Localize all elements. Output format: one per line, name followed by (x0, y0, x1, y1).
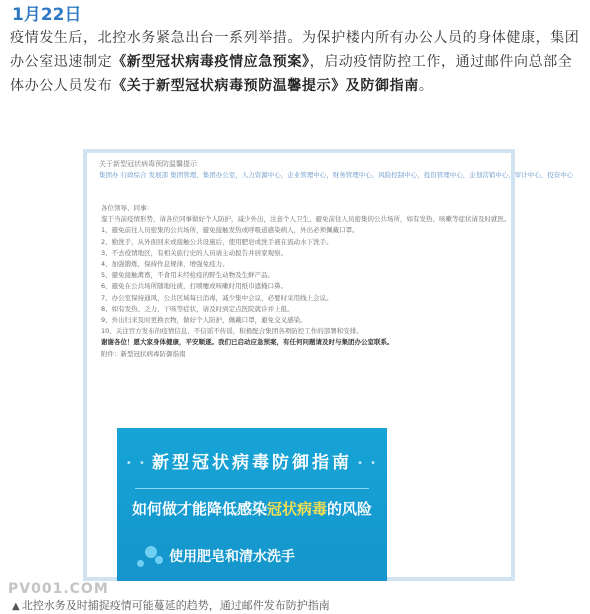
soap-bubble-icon (137, 560, 144, 567)
email-line: 9、外出归来及时更换衣物，做好个人防护，佩戴口罩，避免交叉感染。 (101, 316, 307, 325)
email-line: 7、办公室保持通风，公共区域每日消毒，减少集中会议，必要时采用线上会议。 (101, 293, 333, 302)
email-line: 8、如有发热、乏力、干咳等症状，请及时到定点医院就诊并上报。 (101, 304, 294, 313)
image-caption (12, 597, 330, 613)
poster-divider (135, 488, 369, 489)
email-greeting: 各位领导、同事： (101, 204, 153, 212)
email-screenshot (83, 149, 574, 581)
poster-subtitle-post: 的风险 (327, 500, 373, 518)
email-recipients: 集团办 行政综合 发展部 集团管理，集团办公室，人力资源中心，企业管理中心，财务管理中心，风险控制中心，投资管理中心，企划营销中心，审计中心，投资中心 (99, 171, 574, 179)
date-heading: 1月22日 (12, 5, 82, 25)
email-line: 10、关注官方发布的疫情信息，不信谣不传谣，积极配合集团各项防控工作的部署和安排。 (101, 327, 363, 336)
poster-dots-icon: • • (357, 458, 379, 469)
soap-bubble-icon (155, 556, 163, 564)
email-line: 2、勤洗手，从外面回来或接触公共设施后，使用肥皂或洗手液在流动水下洗手。 (101, 237, 333, 246)
email-subject: 关于新型冠状病毒预防温馨提示 (99, 160, 197, 168)
paragraph-end: 。 (418, 78, 434, 94)
email-line: 3、不去疫情地区，有相关旅行史的人员请主动报告并居家观察。 (101, 248, 288, 257)
paragraph-text-1: 疫情发生后，北控水务紧急出台一系列举措。为保护楼内所有办公人员的身体健康，集团办公室迅速制定 (10, 30, 580, 70)
poster-title: 新型冠状病毒防御指南 (152, 453, 352, 473)
plan-title: 《新型冠状病毒疫情应急预案》 (112, 54, 310, 70)
guide-poster (117, 428, 387, 581)
caption-text: 北控水务及时捕捉疫情可能蔓延的趋势，通过邮件发布防护指南 (21, 599, 330, 612)
email-closing: 谢谢各位！愿大家身体健康，平安顺遂。我们已启动应急预案，有任何问题请及时与集团办公室联系。 (101, 338, 394, 347)
email-line: 6、避免在公共场所随地吐痰，打喷嚏或咳嗽时用纸巾遮掩口鼻。 (101, 282, 288, 291)
email-line: 5、避免接触禽畜，不食用未经检疫的野生动物及生鲜产品。 (101, 271, 275, 280)
email-line: 4、加强锻炼，保持作息规律，增强免疫力。 (101, 260, 229, 269)
triangle-icon: ▲ (12, 601, 20, 612)
poster-subtitle-highlight: 冠状病毒 (266, 500, 327, 518)
poster-item-handwash: 使用肥皂和清水洗手 (169, 549, 295, 565)
notice-title: 《关于新型冠状病毒预防温馨提示》及防御指南 (112, 78, 419, 94)
poster-subtitle (117, 498, 387, 519)
poster-subtitle-pre: 如何做才能降低感染 (131, 500, 267, 518)
paragraph-text-2: ，启动疫情防控工作，通过邮件向总部全体办公人员发布 (10, 54, 573, 94)
email-attachment: 附件：新型冠状病毒防御指南 (101, 349, 186, 358)
article-paragraph (10, 26, 582, 98)
watermark: PV001.COM (8, 581, 109, 597)
email-body (101, 203, 511, 360)
email-line: 鉴于当前疫情形势，请各位同事做好个人防护，减少外出，注意个人卫生，避免前往人员密集的公共场所，如有发热、咳嗽等症状请及时就医。 (101, 215, 511, 224)
email-line: 1、避免前往人员密集的公共场所，避免接触发热或呼吸道感染病人，外出必须佩戴口罩。 (101, 226, 359, 235)
poster-dots-icon: • • (125, 458, 147, 469)
